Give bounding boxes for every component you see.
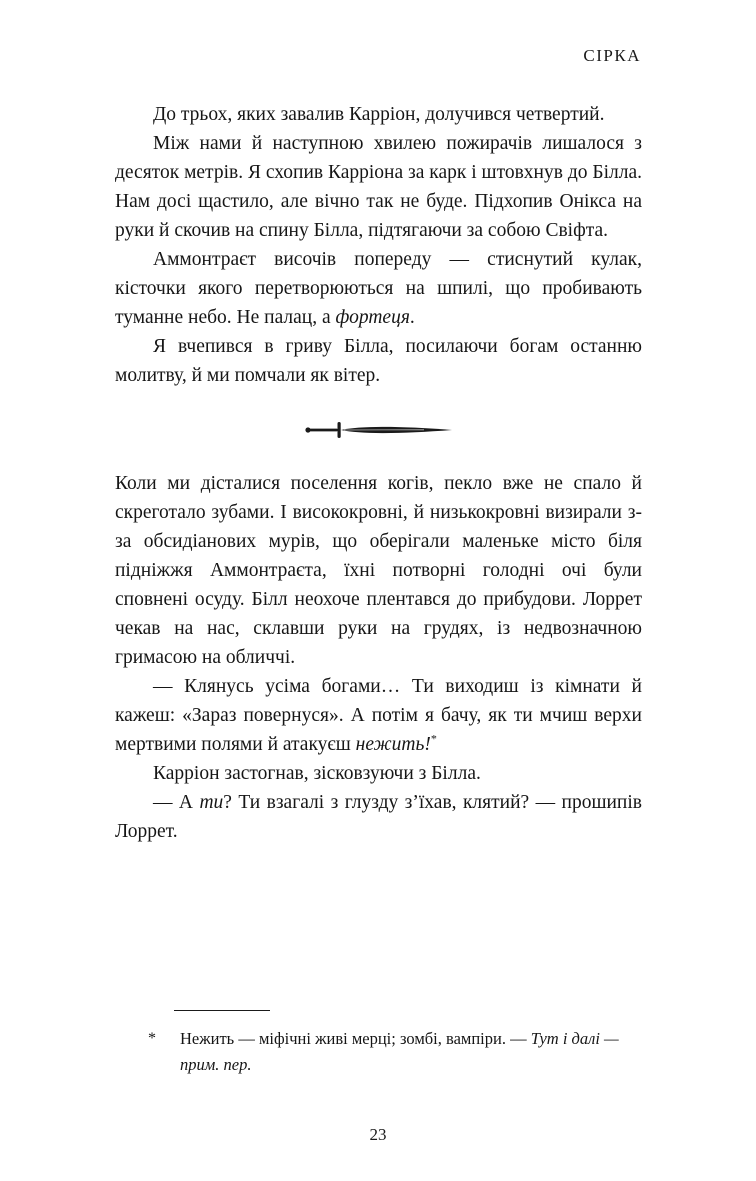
text-run: Між нами й наступною хвилею пожирачів лишалося з десяток метрів. Я схопив Карріона за карк і штовхнув до Білла. Нам досі щастило, але вічно так не буде. Підхопив Онікса на руки й скочив на спину Білла, підтягаючи за собою Свіфта. [115, 133, 642, 241]
emphasis-run: ти [199, 792, 224, 813]
text-run: — Клянусь усіма богами… Ти виходиш із кімнати й кажеш: «Зараз повернуся». А потім я бачу, як ти мчиш верхи мертвими полями й атакуєш [115, 676, 642, 755]
footnote-marker: * [148, 1030, 156, 1047]
text-run: Коли ми дісталися поселення когів, пекло вже не спало й скреготало зубами. І висококровні, й низькокровні визирали з-за обсидіанових мурів, що оберігали маленьке місто біля підніжжя Аммонтраєта, їхні потворні голодні очі були сповнені осуду. Білл неохоче плентався до прибудови. Лоррет чекав на нас, склавши руки на грудях, із недвозначною гримасою на обличчі. [115, 473, 642, 668]
emphasis-run: Тут і далі — прим. пер. [180, 1029, 619, 1074]
emphasis-run: фортеця [335, 307, 410, 328]
text-run: — А [153, 792, 200, 813]
text-run: Я вчепився в гриву Білла, посилаючи богам останню молитву, й ми помчали як вітер. [115, 336, 642, 386]
running-title: СІРКА [583, 46, 641, 65]
text-run: Нежить — міфічні живі мерці; зомбі, вампіри. — [180, 1029, 531, 1048]
footnote-ref-marker: * [430, 731, 437, 746]
running-header [583, 46, 641, 66]
paragraph [115, 469, 642, 672]
footnote-divider-rule [174, 1010, 270, 1011]
text-run: ? Ти взагалі з глузду з’їхав, клятий? — прошипів Лоррет. [115, 792, 642, 842]
paragraph [115, 100, 642, 129]
emphasis-run: нежить! [355, 734, 431, 755]
footnote-text [180, 1026, 642, 1078]
paragraph [115, 332, 642, 390]
paragraph [115, 672, 642, 759]
text-run: . [409, 307, 415, 328]
paragraph [115, 788, 642, 846]
paragraph [115, 129, 642, 245]
sword-divider-icon [304, 421, 454, 439]
footnote-row [148, 1026, 642, 1078]
text-run: Аммонтраєт височів попереду — стиснутий кулак, кісточки якого перетворюються на шпилі, що пробивають туманне небо. Не палац, а [115, 249, 642, 328]
page-footer [0, 1125, 756, 1145]
text-block [115, 100, 642, 846]
section-divider [115, 421, 642, 439]
paragraph [115, 759, 642, 788]
page-number: 23 [369, 1125, 387, 1144]
section-1 [115, 100, 642, 390]
text-run: Карріон застогнав, зісковзуючи з Білла. [153, 763, 481, 784]
section-2 [115, 469, 642, 846]
paragraph [115, 245, 642, 332]
text-run: До трьох, яких завалив Карріон, долучився четвертий. [153, 104, 605, 125]
footnote [148, 1010, 642, 1078]
